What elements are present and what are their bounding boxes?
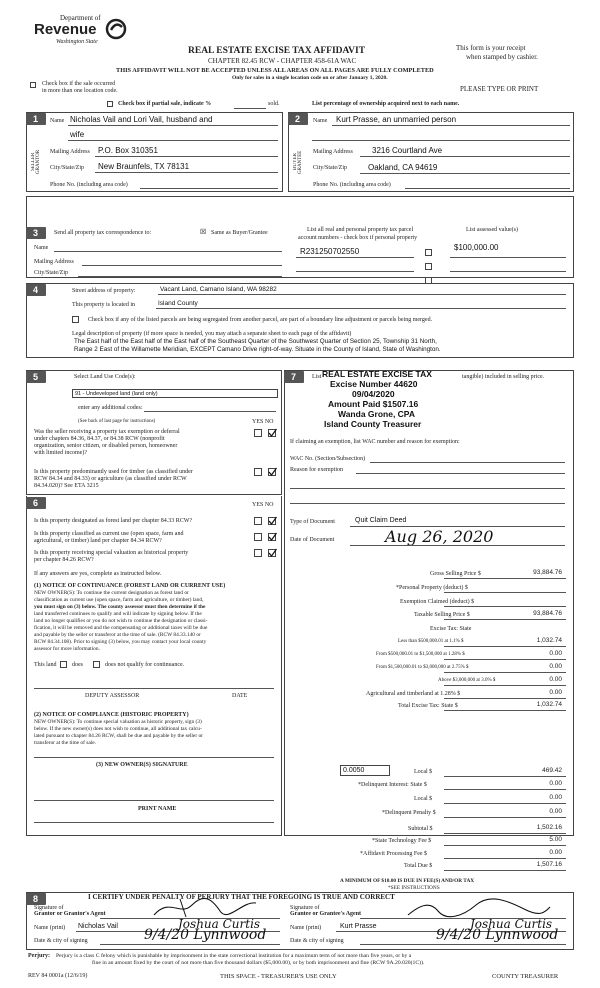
grantor-phone-label: Phone No. (including area code) [50,182,128,188]
grantee-mail-label: Mailing Address [313,149,353,155]
grantee-city-label: City/State/Zip [313,165,347,171]
grantor-name-label: Name [50,118,65,124]
wac-input[interactable] [370,462,565,463]
deputy-assessor-sig[interactable] [34,688,274,689]
certify-statement: I CERTIFY UNDER PENALTY OF PERJURY THAT THE FOREGOING IS TRUE AND CORRECT [88,893,395,901]
see-back: (See back of last page for instructions) [78,419,156,424]
s6-q2-yes[interactable] [254,533,262,541]
same-as-buyer-checkbox[interactable]: ☒ [200,229,207,236]
grantor-date-city[interactable]: 9/4/20 Lynnwood [144,927,267,943]
s5-q1-no-check-icon [268,428,277,437]
section-5-badge: 5 [26,371,46,383]
reason-input[interactable] [356,473,565,474]
grantee-date-city[interactable]: 9/4/20 Lynnwood [436,927,559,943]
parcel-pp-checkbox-2[interactable] [425,263,432,270]
total-due-label: Total Due $ [404,863,433,869]
delinq-state-value: 0.00 [549,780,562,787]
perjury-label: Perjury: [28,953,50,959]
s6-q1-yes[interactable] [254,517,262,525]
grantor-mail-label: Mailing Address [50,149,90,155]
tax-row-label: Agricultural and timberland at 1.28% $ [366,691,461,697]
type-or-print: PLEASE TYPE OR PRINT [460,85,539,93]
tax-row-label: Taxable Selling Price $ [414,612,470,618]
grantee-city[interactable]: Oakland, CA 94619 [368,163,438,172]
new-owner-sig-label: (3) NEW OWNER(S) SIGNATURE [96,762,188,768]
parcels-header-2: account numbers - check box if personal property [298,235,418,241]
s6-q3-line2: per chapter 84.26 RCW? [34,557,94,563]
deputy-date-label: DATE [232,693,248,699]
logo-washington: Washington State [56,39,98,45]
doc-date[interactable]: Aug 26, 2020 [385,527,494,546]
local2-label: Local $ [414,796,433,802]
tech-fee-label: *State Technology Fee $ [372,838,432,844]
tech-fee-value: 5.00 [549,836,562,843]
delinq-state-label: *Delinquent Interest: State $ [358,782,427,788]
segregated-label: Check box if any of the listed parcels are being segregated from another parcel, are part of a boundary line adjustment or parcels being merged. [88,317,433,323]
list-label: List [312,374,322,380]
logo-dept: Department of [60,14,101,22]
grantor-signature[interactable] [150,895,260,919]
local-rate: 0.0050 [343,767,365,774]
land-does-checkbox[interactable] [60,661,67,668]
grantor-date-city-label: Date & city of signing [34,938,88,944]
grantor-notary-name[interactable]: Joshua Curtis [178,917,261,931]
partial-sale-label: Check box if partial sale, indicate % [118,101,212,107]
new-owner-sig-line[interactable] [34,757,274,758]
s5-q2-line3: 84.34.020)? See ETA 3215 [34,483,99,489]
section-4-badge: 4 [26,284,46,296]
s6-q2-line2: agricultural, or timber) land per chapter 84.34 RCW? [34,538,162,544]
county-treasurer: COUNTY TREASURER [492,973,559,980]
section-8-badge: 8 [26,893,46,905]
grantee-notary-name[interactable]: Joshua Curtis [470,917,553,931]
logo-revenue: Revenue [34,21,97,38]
local-value: 469.42 [542,767,562,774]
s3-city-label: City/State/Zip [34,270,68,276]
buyer-grantee-label: BUYER GRANTEE [293,150,303,174]
legal-desc-line2[interactable]: Range 2 East of the Willamette Meridian, EXCEPT Camano Drive right-of-way. Situate in the County of Island, State of Washington. [74,346,441,353]
any-yes-note: If any answers are yes, complete as instructed below. [34,571,162,577]
tax-row-value: 93,884.76 [533,569,562,576]
grantor-city[interactable]: New Braunfels, TX 78131 [98,162,190,171]
tax-row-label: From $1,500,000.01 to $3,000,000 at 2.75% $ [376,665,469,670]
grantor-phone[interactable] [140,188,278,189]
s5-q2-no-check-icon [268,467,277,476]
doc-type[interactable]: Quit Claim Deed [355,517,407,524]
form-title: REAL ESTATE EXCISE TAX AFFIDAVIT [188,46,366,56]
ownership-note: List percentage of ownership acquired next to each name. [312,101,460,107]
tax-row-label: Excise Tax: State [430,626,472,632]
s5-q2-yes[interactable] [254,468,262,476]
partial-sale-percent[interactable] [234,108,266,109]
grantor-name-line1[interactable]: Nicholas Vail and Lori Vail, husband and [70,115,213,124]
grantee-date-city-label: Date & city of signing [290,938,344,944]
penalty-label: *Delinquent Penalty $ [382,810,436,816]
grantee-phone-label: Phone No. (including area code) [313,182,391,188]
multi-location-label-1: Check box if the sale occurred [42,81,116,87]
seller-grantor-label: SELLER GRANTOR [31,149,41,175]
land-use-value: 91 - Undeveloped land (land only) [75,391,158,397]
does-not-label: does not qualify for continuance. [105,662,185,668]
land-use-label: Select Land Use Code(s): [74,374,136,380]
s3-mail-label: Mailing Address [34,259,74,265]
doc-type-label: Type of Document [290,519,335,525]
subtotal-label: Subtotal $ [408,826,433,832]
tax-row-value: 0.00 [549,689,562,696]
legal-desc-line1[interactable]: The East half of the East half of the East half of the Southeast Quarter of the Southwest Quarter of Section 25, Township 31 North, [74,338,437,345]
parcels-header-1: List all real and personal property tax parcel [307,227,414,233]
s5-q1-line2: under chapters 84.36, 84.37, or 84.38 RCW (nonprofit [34,436,165,442]
print-name-label: PRINT NAME [138,806,177,812]
parcel-pp-checkbox-1[interactable] [425,249,432,256]
total-due-value: 1,507.16 [536,861,562,868]
deputy-assessor-label: DEPUTY ASSESSOR [85,693,140,699]
section-3-badge: 3 [26,227,46,239]
grantee-name-label: Name [313,118,328,124]
tax-row-label: Exemption Claimed (deduct) $ [400,599,475,605]
send-correspondence-label: Send all property tax correspondence to: [54,230,152,236]
partial-sale-checkbox[interactable] [107,101,113,107]
tax-row-label: *Personal Property (deduct) $ [396,585,468,591]
see-instructions: *SEE INSTRUCTIONS [388,885,440,891]
tax-row-value: 0.00 [549,676,562,683]
street-address[interactable]: Vacant Land, Camano Island, WA 98282 [160,286,277,293]
receipt-note-1: This form is your receipt [456,44,526,52]
tax-row-label: Gross Selling Price $ [430,571,481,577]
assessed-value[interactable]: $100,000.00 [454,243,499,252]
segregated-checkbox[interactable] [72,316,79,323]
treasurer-space: THIS SPACE - TREASURER'S USE ONLY [220,973,337,980]
street-label: Street address of property: [72,288,136,294]
receipt-note-2: when stamped by cashier. [466,53,538,61]
section-1-badge: 1 [26,113,46,125]
tax-row-value: 93,884.76 [533,610,562,617]
s6-q1: Is this property designated as forest land per chapter 84.33 RCW? [34,518,193,524]
s6-q1-no-check-icon [268,516,277,525]
grantor-sig-label-1: Signature of [34,905,64,911]
additional-codes-input[interactable] [144,411,276,412]
this-land-label: This land [34,662,57,668]
form-chapters: CHAPTER 82.45 RCW - CHAPTER 458-61A WAC [208,57,357,65]
s6-q3-yes[interactable] [254,549,262,557]
section-2-badge: 2 [288,113,308,125]
grantor-sig-label-2: Grantor or Grantor's Agent [34,911,106,917]
logo-swirl-icon [105,18,127,40]
grantee-phone[interactable] [405,188,570,189]
located-label: This property is located in [72,302,135,308]
s6-q3-no-check-icon [268,548,277,557]
minimum-note: A MINIMUM OF $10.00 IS DUE IN FEE(S) AND/OR TAX [340,878,475,884]
does-label: does [72,662,83,668]
s6-q2-no-check-icon [268,532,277,541]
sold-label: sold. [268,101,280,107]
s5-q1-yes[interactable] [254,429,262,437]
subtotal-value: 1,502.16 [536,824,562,831]
s3-name-label: Name [34,245,49,251]
form-warning: THIS AFFIDAVIT WILL NOT BE ACCEPTED UNLESS ALL AREAS ON ALL PAGES ARE FULLY COMPLETED [116,67,434,74]
local-label: Local $ [414,769,433,775]
wac-label: WAC No. (Section/Subsection) [290,456,366,462]
s6-yes-no: YES NO [252,502,274,508]
grantee-signature[interactable] [404,897,554,919]
grantee-sig-label-2: Grantee or Grantee's Agent [290,911,362,917]
grantor-name-line2[interactable]: wife [70,130,85,139]
s5-q1-line1: Was the seller receiving a property tax exemption or deferral [34,429,180,435]
tax-row-value: 1,032.74 [536,701,562,708]
grantor-mail[interactable]: P.O. Box 310351 [98,146,158,155]
penalty-value: 0.00 [549,808,562,815]
form-number: REV 84 0001a (12/6/19) [28,973,88,979]
section-7-badge: 7 [284,371,304,383]
s5-yes-no: YES NO [252,419,274,425]
tax-row-label: Above $3,000,000 at 3.0% $ [438,678,496,683]
s5-q1-line3: organization, senior citizen, or disabled person, homeowner [34,443,178,449]
notice1-title: (1) NOTICE OF CONTINUANCE (FOREST LAND OR CURRENT USE) [34,583,226,589]
tax-row-label: Total Excise Tax: State $ [398,703,458,709]
same-as-buyer-label: Same as Buyer/Grantee [211,230,268,236]
s6-q3-line1: Is this property receiving special valuation as historical property [34,550,189,556]
tax-row-label: From $500,000.01 to $1,500,000 at 1.28% $ [376,652,465,657]
tax-row-label: Less than $500,000.01 at 1.1% $ [398,639,464,644]
proc-fee-value: 0.00 [549,849,562,856]
multi-location-checkbox[interactable] [30,82,36,88]
tax-row-value: 0.00 [549,663,562,670]
reason-label: Reason for exemption [290,467,343,473]
grantee-sig-label-1: Signature of [290,905,320,911]
land-does-not-checkbox[interactable] [93,661,100,668]
s5-q1-line4: with limited income)? [34,450,87,456]
grantee-name-print-label: Name (print) [290,925,322,931]
s6-q2-line1: Is this property classified as current use (open space, farm and [34,531,184,537]
perjury-text-2: fine in an amount fixed by the court of not more than five thousand dollars ($5,000.00), or by both imprisonment and fine (RCW 9A.20.020(1C)). [92,960,425,966]
print-name-line[interactable] [34,800,274,801]
notice2-title: (2) NOTICE OF COMPLIANCE (HISTORIC PROPERTY) [34,712,189,718]
dor-logo [30,14,130,54]
grantee-name-print[interactable]: Kurt Prasse [340,923,377,930]
tax-row-value: 0.00 [549,650,562,657]
grantee-name[interactable]: Kurt Prasse, an unmarried person [336,115,457,124]
proc-fee-label: *Affidavit Processing Fee $ [360,851,428,857]
grantee-mail[interactable]: 3216 Courtland Ave [372,146,443,155]
section-6-badge: 6 [26,497,46,509]
additional-codes-label: enter any additional codes: [78,405,143,411]
tax-row-value: 1,032.74 [536,637,562,644]
s5-q2-line1: Is this property predominantly used for timber (as classified under [34,469,193,475]
doc-date-label: Date of Document [290,537,335,543]
county[interactable]: Island County [158,300,198,307]
multi-location-label-2: in more than one location code. [42,88,118,94]
parcel-number[interactable]: R231250702550 [300,247,360,256]
grantor-city-label: City/State/Zip [50,165,84,171]
assessed-header: List assessed value(s) [466,227,518,233]
exemption-note: If claiming an exemption, list WAC number and reason for exemption: [290,439,460,445]
s5-q2-line2: RCW 84.34 and 84.33) or agriculture (as classified under RCW [34,476,187,482]
tangible-label: tangible) included in selling price. [462,374,545,380]
grantor-name-print[interactable]: Nicholas Vail [78,923,118,930]
legal-desc-label: Legal description of property (if more space is needed, you may attach a separate sheet to each page of the affidavit) [72,331,352,337]
perjury-text-1: Perjury is a class C felony which is punishable by imprisonment in the state correctional institution for a maximum term of not more than five years, or by a [56,953,412,959]
local2-value: 0.00 [549,794,562,801]
sales-note: Only for sales in a single location code on or after January 1, 2020. [232,75,388,81]
grantor-name-print-label: Name (print) [34,925,66,931]
